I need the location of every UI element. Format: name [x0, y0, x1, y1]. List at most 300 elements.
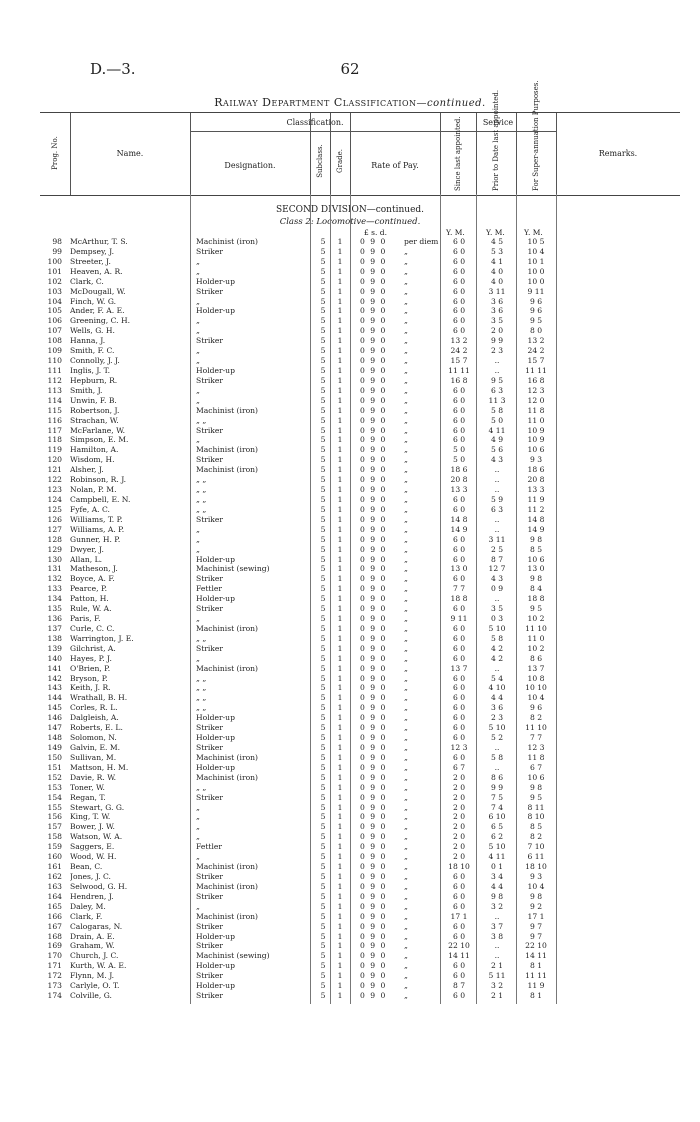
table-row [40, 812, 680, 822]
header-prog-no: Prog. No. [51, 136, 59, 170]
cell-designation: Striker [196, 872, 224, 881]
cell-since-last: 6 0 [452, 554, 466, 564]
cell-name: Fyfe, A. C. [70, 504, 110, 514]
cell-rate-per: „ [404, 485, 408, 495]
cell-since-last: 14 8 [450, 514, 468, 524]
cell-superannuation: 6 11 [527, 852, 545, 862]
cell-rate-value: 0 9 0 [360, 713, 386, 723]
cell-subclass: 5 [320, 713, 326, 723]
cell-name: Dempsey, J. [70, 246, 115, 256]
cell-prog-no: 143 [47, 683, 62, 693]
table-row [40, 703, 680, 713]
cell-rate-per: „ [404, 842, 408, 852]
cell-rate-value: 0 9 0 [360, 475, 386, 485]
cell-designation: Machinist (iron) [196, 237, 259, 246]
cell-rate [360, 803, 442, 813]
cell-superannuation: 11 9 [527, 494, 545, 504]
cell-since-last: 6 0 [452, 266, 466, 276]
cell-designation: „ „ [196, 494, 207, 504]
table-row [40, 803, 680, 813]
cell-prog-no: 174 [47, 991, 62, 1001]
cell-rate-value: 0 9 0 [360, 306, 386, 316]
cell-since-last: 22 10 [448, 941, 470, 951]
cell-since-last: 2 0 [452, 792, 466, 802]
cell-rate-per: „ [404, 514, 408, 524]
cell-grade: 1 [337, 991, 343, 1001]
cell-prior-service: 12 7 [488, 564, 506, 574]
cell-grade: 1 [337, 981, 343, 991]
cell-rate [360, 406, 442, 416]
cell-rate-per: „ [404, 812, 408, 822]
table-row [40, 277, 680, 287]
cell-rate-value: 0 9 0 [360, 574, 386, 584]
cell-grade: 1 [337, 891, 343, 901]
cell-grade: 1 [337, 723, 343, 733]
cell-designation: „ [196, 534, 200, 544]
cell-rate-value: 0 9 0 [360, 346, 386, 356]
cell-since-last: 6 0 [452, 604, 466, 614]
table-row [40, 267, 680, 277]
cell-prior-service: 4 11 [488, 852, 506, 862]
cell-designation: Striker [196, 246, 224, 256]
table-row [40, 951, 680, 961]
cell-rate-value: 0 9 0 [360, 921, 386, 931]
cell-grade: 1 [337, 306, 343, 316]
cell-rate-value: 0 9 0 [360, 752, 386, 762]
cell-rate [360, 594, 442, 604]
cell-rate-value: 0 9 0 [360, 633, 386, 643]
cell-superannuation: 9 5 [529, 316, 543, 326]
cell-designation: „ „ [196, 475, 207, 485]
cell-prior-service: 5 10 [488, 842, 506, 852]
cell-prior-service: 2 5 [490, 544, 504, 554]
cell-prior-service: 8 7 [490, 554, 504, 564]
cell-prior-service: 4 2 [490, 643, 504, 653]
cell-since-last: 8 7 [452, 981, 466, 991]
cell-designation: Holder-up [196, 594, 235, 604]
cell-rate [360, 386, 442, 396]
cell-designation: Striker [196, 891, 224, 901]
cell-superannuation: 8 5 [529, 822, 543, 832]
cell-subclass: 5 [320, 296, 326, 306]
cell-grade: 1 [337, 435, 343, 445]
cell-grade: 1 [337, 554, 343, 564]
table-row [40, 465, 680, 475]
cell-since-last: 6 0 [452, 494, 466, 504]
cell-name: Wells, G. H. [70, 326, 115, 336]
cell-grade: 1 [337, 296, 343, 306]
cell-rate [360, 445, 442, 455]
cell-superannuation: 18 10 [525, 862, 547, 872]
cell-rate-per: „ [404, 425, 408, 435]
cell-prior-service: 5 8 [490, 633, 504, 643]
cell-superannuation: 9 7 [529, 931, 543, 941]
cell-prog-no: 107 [47, 326, 62, 336]
cell-rate-per: „ [404, 346, 408, 356]
cell-since-last: 6 0 [452, 256, 466, 266]
table-row [40, 932, 680, 942]
cell-rate-per: „ [404, 981, 408, 991]
cell-rate-value: 0 9 0 [360, 941, 386, 951]
cell-subclass: 5 [320, 961, 326, 971]
table-row [40, 892, 680, 902]
cell-designation: „ „ [196, 504, 207, 514]
table-row [40, 426, 680, 436]
cell-rate-per: „ [404, 832, 408, 842]
cell-prog-no: 108 [47, 336, 62, 346]
cell-rate [360, 326, 442, 336]
cell-superannuation: 10 0 [527, 276, 545, 286]
cell-prior-service: .. [494, 941, 500, 951]
cell-superannuation: 9 6 [529, 306, 543, 316]
cell-rate-per: „ [404, 683, 408, 693]
cell-designation: Machinist (iron) [196, 663, 259, 673]
cell-prior-service: 5 3 [490, 246, 504, 256]
cell-rate-per: „ [404, 862, 408, 872]
cell-rate-value: 0 9 0 [360, 614, 386, 624]
cell-grade: 1 [337, 653, 343, 663]
cell-rate-value: 0 9 0 [360, 743, 386, 753]
cell-subclass: 5 [320, 395, 326, 405]
cell-rate-value: 0 9 0 [360, 981, 386, 991]
table-body [40, 237, 680, 1001]
cell-since-last: 6 0 [452, 901, 466, 911]
cell-since-last: 6 0 [452, 703, 466, 713]
cell-rate [360, 306, 442, 316]
cell-subclass: 5 [320, 336, 326, 346]
cell-since-last: 6 0 [452, 693, 466, 703]
cell-name: Davie, R. W. [70, 772, 117, 782]
cell-name: Connolly, J. J. [70, 356, 120, 366]
cell-rate-value: 0 9 0 [360, 792, 386, 802]
cell-superannuation: 8 4 [529, 584, 543, 594]
cell-name: Sullivan, M. [70, 752, 117, 762]
cell-prog-no: 154 [47, 792, 62, 802]
cell-prior-service: 3 4 [490, 872, 504, 881]
cell-since-last: 18 6 [450, 465, 468, 475]
cell-name: Hanna, J. [70, 336, 106, 346]
cell-subclass: 5 [320, 633, 326, 643]
cell-designation: Machinist (iron) [196, 911, 259, 921]
cell-rate-value: 0 9 0 [360, 276, 386, 286]
cell-prior-service: 3 11 [488, 286, 506, 296]
cell-rate [360, 485, 442, 495]
cell-rate-value: 0 9 0 [360, 723, 386, 733]
cell-designation: „ [196, 614, 200, 624]
cell-subclass: 5 [320, 852, 326, 862]
cell-superannuation: 8 2 [529, 832, 543, 842]
cell-prog-no: 98 [52, 237, 62, 246]
cell-prior-service: .. [494, 485, 500, 495]
cell-name: Williams, T. P. [70, 514, 123, 524]
cell-rate-value: 0 9 0 [360, 673, 386, 683]
cell-rate-value: 0 9 0 [360, 504, 386, 514]
cell-subclass: 5 [320, 683, 326, 693]
cell-grade: 1 [337, 743, 343, 753]
cell-rate-per: „ [404, 445, 408, 455]
cell-rate-per: „ [404, 623, 408, 633]
cell-prog-no: 163 [47, 881, 62, 891]
cell-rate [360, 366, 442, 376]
cell-grade: 1 [337, 485, 343, 495]
cell-rate-per: „ [404, 504, 408, 514]
cell-designation: Striker [196, 336, 224, 346]
cell-rate-value: 0 9 0 [360, 435, 386, 445]
table-row [40, 297, 680, 307]
cell-prior-service: 5 6 [490, 445, 504, 455]
table-row [40, 723, 680, 733]
cell-designation: Striker [196, 792, 224, 802]
cell-superannuation: 11 8 [527, 752, 545, 762]
cell-prior-service: 3 11 [488, 534, 506, 544]
cell-rate [360, 961, 442, 971]
cell-name: Ander, F. A. E. [70, 306, 125, 316]
cell-prog-no: 147 [47, 723, 62, 733]
cell-prior-service: 4 0 [490, 266, 504, 276]
cell-rate-value: 0 9 0 [360, 762, 386, 772]
cell-superannuation: 14 8 [527, 514, 545, 524]
table-row [40, 584, 680, 594]
cell-prog-no: 131 [47, 564, 62, 574]
cell-superannuation: 10 1 [527, 256, 545, 266]
cell-grade: 1 [337, 326, 343, 336]
cell-subclass: 5 [320, 385, 326, 395]
cell-prog-no: 170 [47, 951, 62, 961]
cell-rate [360, 664, 442, 674]
cell-prior-service: 3 2 [490, 901, 504, 911]
cell-since-last: 6 0 [452, 246, 466, 256]
cell-prog-no: 101 [47, 266, 62, 276]
cell-rate-value: 0 9 0 [360, 643, 386, 653]
cell-since-last: 17 1 [450, 911, 468, 921]
cell-superannuation: 10 2 [527, 614, 545, 624]
cell-grade: 1 [337, 445, 343, 455]
cell-prog-no: 141 [47, 663, 62, 673]
table-row [40, 406, 680, 416]
section-class: Class 2: Locomotive—continued. [279, 217, 421, 227]
cell-prior-service: .. [494, 514, 500, 524]
cell-subclass: 5 [320, 782, 326, 792]
cell-subclass: 5 [320, 762, 326, 772]
cell-prior-service: 5 8 [490, 405, 504, 415]
cell-designation: Holder-up [196, 961, 235, 971]
cell-since-last: 6 0 [452, 891, 466, 901]
cell-prog-no: 115 [47, 405, 62, 415]
cell-prog-no: 128 [47, 534, 62, 544]
cell-subclass: 5 [320, 623, 326, 633]
cell-name: Wisdom, H. [70, 455, 115, 465]
cell-rate-per: „ [404, 891, 408, 901]
cell-rate [360, 713, 442, 723]
cell-designation: Machinist (iron) [196, 752, 259, 762]
cell-rate [360, 435, 442, 445]
cell-name: Clark, F. [70, 911, 103, 921]
cell-name: Hendren, J. [70, 891, 114, 901]
cell-superannuation: 11 10 [525, 623, 547, 633]
cell-name: Kurth, W. A. E. [70, 961, 127, 971]
cell-rate-value: 0 9 0 [360, 683, 386, 693]
cell-superannuation: 11 11 [525, 365, 547, 375]
cell-subclass: 5 [320, 405, 326, 415]
cell-rate-value: 0 9 0 [360, 881, 386, 891]
cell-since-last: 6 0 [452, 415, 466, 425]
cell-prior-service: 0 1 [490, 862, 504, 872]
cell-name: Smith, F. C. [70, 346, 115, 356]
cell-prior-service: 4 3 [490, 574, 504, 584]
cell-grade: 1 [337, 633, 343, 643]
page-title [0, 96, 700, 109]
cell-rate-value: 0 9 0 [360, 405, 386, 415]
cell-rate-per: „ [404, 733, 408, 743]
cell-name: Strachan, W. [70, 415, 119, 425]
cell-name: Graham, W. [70, 941, 115, 951]
cell-prior-service: 0 3 [490, 614, 504, 624]
table-row [40, 624, 680, 634]
cell-name: Corles, R. L. [70, 703, 118, 713]
cell-designation: „ „ [196, 415, 207, 425]
table-row [40, 237, 680, 247]
cell-name: Unwin, F. B. [70, 395, 117, 405]
cell-grade: 1 [337, 286, 343, 296]
cell-superannuation: 16 8 [527, 375, 545, 385]
cell-prog-no: 151 [47, 762, 62, 772]
cell-prog-no: 117 [47, 425, 62, 435]
units-since: Y. M. [446, 228, 465, 237]
cell-prog-no: 173 [47, 981, 62, 991]
cell-prog-no: 172 [47, 971, 62, 981]
cell-name: Jones, J. C. [70, 872, 111, 881]
cell-prior-service: 2 1 [490, 991, 504, 1001]
cell-superannuation: 9 3 [529, 872, 543, 881]
cell-rate-value: 0 9 0 [360, 425, 386, 435]
cell-prior-service: 2 3 [490, 346, 504, 356]
table-row [40, 564, 680, 574]
cell-grade: 1 [337, 752, 343, 762]
cell-grade: 1 [337, 762, 343, 772]
cell-since-last: 6 0 [452, 544, 466, 554]
cell-name: Finch, W. G. [70, 296, 117, 306]
cell-prior-service: 5 11 [488, 971, 506, 981]
cell-rate [360, 356, 442, 366]
cell-subclass: 5 [320, 356, 326, 366]
cell-rate-value: 0 9 0 [360, 375, 386, 385]
table-row [40, 485, 680, 495]
cell-prior-service: 4 11 [488, 425, 506, 435]
cell-rate-per: „ [404, 703, 408, 713]
cell-name: Gilchrist, A. [70, 643, 116, 653]
cell-prior-service: 9 9 [490, 336, 504, 346]
cell-name: Smith, J. [70, 385, 103, 395]
cell-grade: 1 [337, 266, 343, 276]
cell-designation: Holder-up [196, 931, 235, 941]
cell-subclass: 5 [320, 514, 326, 524]
cell-rate [360, 674, 442, 684]
cell-rate-per: „ [404, 594, 408, 604]
cell-prog-no: 105 [47, 306, 62, 316]
cell-subclass: 5 [320, 246, 326, 256]
cell-superannuation: 8 5 [529, 544, 543, 554]
cell-prior-service: 7 4 [490, 802, 504, 812]
cell-rate [360, 882, 442, 892]
cell-designation: „ [196, 901, 200, 911]
cell-prior-service: 3 5 [490, 316, 504, 326]
cell-prior-service: 11 3 [488, 395, 506, 405]
table-row [40, 574, 680, 584]
cell-since-last: 6 0 [452, 435, 466, 445]
cell-name: Wood, W. H. [70, 852, 117, 862]
cell-grade: 1 [337, 713, 343, 723]
table-row [40, 822, 680, 832]
cell-superannuation: 12 0 [527, 395, 545, 405]
cell-designation: „ [196, 852, 200, 862]
cell-designation: Striker [196, 455, 224, 465]
table-row [40, 753, 680, 763]
cell-name: Patton, H. [70, 594, 109, 604]
cell-rate-value: 0 9 0 [360, 663, 386, 673]
cell-prog-no: 130 [47, 554, 62, 564]
cell-rate-per: „ [404, 961, 408, 971]
cell-grade: 1 [337, 931, 343, 941]
cell-rate-per: „ [404, 822, 408, 832]
cell-rate-value: 0 9 0 [360, 891, 386, 901]
cell-subclass: 5 [320, 981, 326, 991]
cell-prior-service: 3 7 [490, 921, 504, 931]
cell-name: Flynn, M. J. [70, 971, 115, 981]
cell-name: Hayes, P. J. [70, 653, 112, 663]
cell-prior-service: 5 0 [490, 415, 504, 425]
cell-prog-no: 161 [47, 862, 62, 872]
table-row [40, 475, 680, 485]
cell-subclass: 5 [320, 306, 326, 316]
cell-designation: Striker [196, 604, 224, 614]
cell-name: Calogaras, N. [70, 921, 123, 931]
cell-rate [360, 247, 442, 257]
cell-grade: 1 [337, 365, 343, 375]
cell-since-last: 6 0 [452, 623, 466, 633]
cell-subclass: 5 [320, 256, 326, 266]
cell-designation: „ [196, 395, 200, 405]
cell-prior-service: 4 3 [490, 455, 504, 465]
cell-rate [360, 237, 442, 247]
cell-rate-value: 0 9 0 [360, 653, 386, 663]
cell-rate-value: 0 9 0 [360, 564, 386, 574]
cell-rate-per: „ [404, 921, 408, 931]
cell-prog-no: 149 [47, 743, 62, 753]
table-row [40, 664, 680, 674]
cell-rate-value: 0 9 0 [360, 296, 386, 306]
cell-superannuation: 13 2 [527, 336, 545, 346]
table-row [40, 247, 680, 257]
cell-prior-service: 7 5 [490, 792, 504, 802]
cell-prog-no: 132 [47, 574, 62, 584]
cell-designation: Striker [196, 941, 224, 951]
cell-designation: Striker [196, 991, 224, 1001]
cell-grade: 1 [337, 842, 343, 852]
cell-superannuation: 10 6 [527, 554, 545, 564]
cell-name: Curle, C. C. [70, 623, 115, 633]
cell-name: Hepburn, R. [70, 375, 118, 385]
cell-prior-service: 5 8 [490, 752, 504, 762]
cell-since-last: 13 0 [450, 564, 468, 574]
cell-subclass: 5 [320, 316, 326, 326]
cell-designation: „ „ [196, 683, 207, 693]
cell-subclass: 5 [320, 286, 326, 296]
cell-prog-no: 171 [47, 961, 62, 971]
cell-name: Boyce, A. F. [70, 574, 115, 584]
cell-name: Selwood, G. H. [70, 881, 128, 891]
cell-rate-value: 0 9 0 [360, 862, 386, 872]
cell-designation: „ [196, 435, 200, 445]
